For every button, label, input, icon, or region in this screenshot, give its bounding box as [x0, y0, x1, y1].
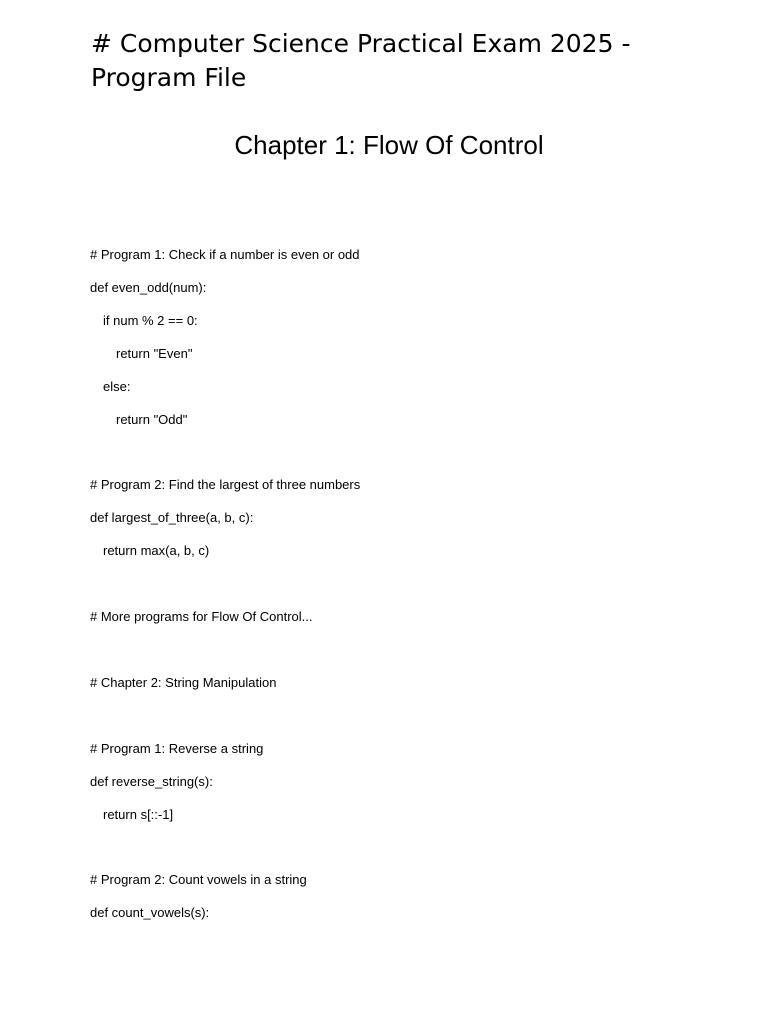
code-line: return "Even" — [116, 346, 193, 361]
code-line: if num % 2 == 0: — [103, 313, 198, 328]
code-comment: # Program 2: Count vowels in a string — [90, 872, 307, 887]
code-line: def reverse_string(s): — [90, 774, 213, 789]
code-line: return max(a, b, c) — [103, 543, 210, 558]
code-comment: # Program 1: Check if a number is even or odd — [90, 247, 360, 262]
code-line: def largest_of_three(a, b, c): — [90, 510, 254, 525]
code-comment: # Program 2: Find the largest of three numbers — [90, 477, 361, 492]
code-comment: # Program 1: Reverse a string — [90, 741, 264, 756]
code-line: def even_odd(num): — [90, 280, 207, 295]
code-line: else: — [103, 379, 131, 394]
code-comment: # Chapter 2: String Manipulation — [90, 675, 277, 690]
code-comment: # More programs for Flow Of Control... — [90, 609, 313, 624]
document-title: # Computer Science Practical Exam 2025 - Program File — [91, 29, 631, 92]
code-line: return s[::-1] — [103, 807, 174, 822]
chapter-heading: Chapter 1: Flow Of Control — [234, 130, 544, 160]
code-line: return "Odd" — [116, 412, 188, 427]
code-line: def count_vowels(s): — [90, 905, 210, 920]
